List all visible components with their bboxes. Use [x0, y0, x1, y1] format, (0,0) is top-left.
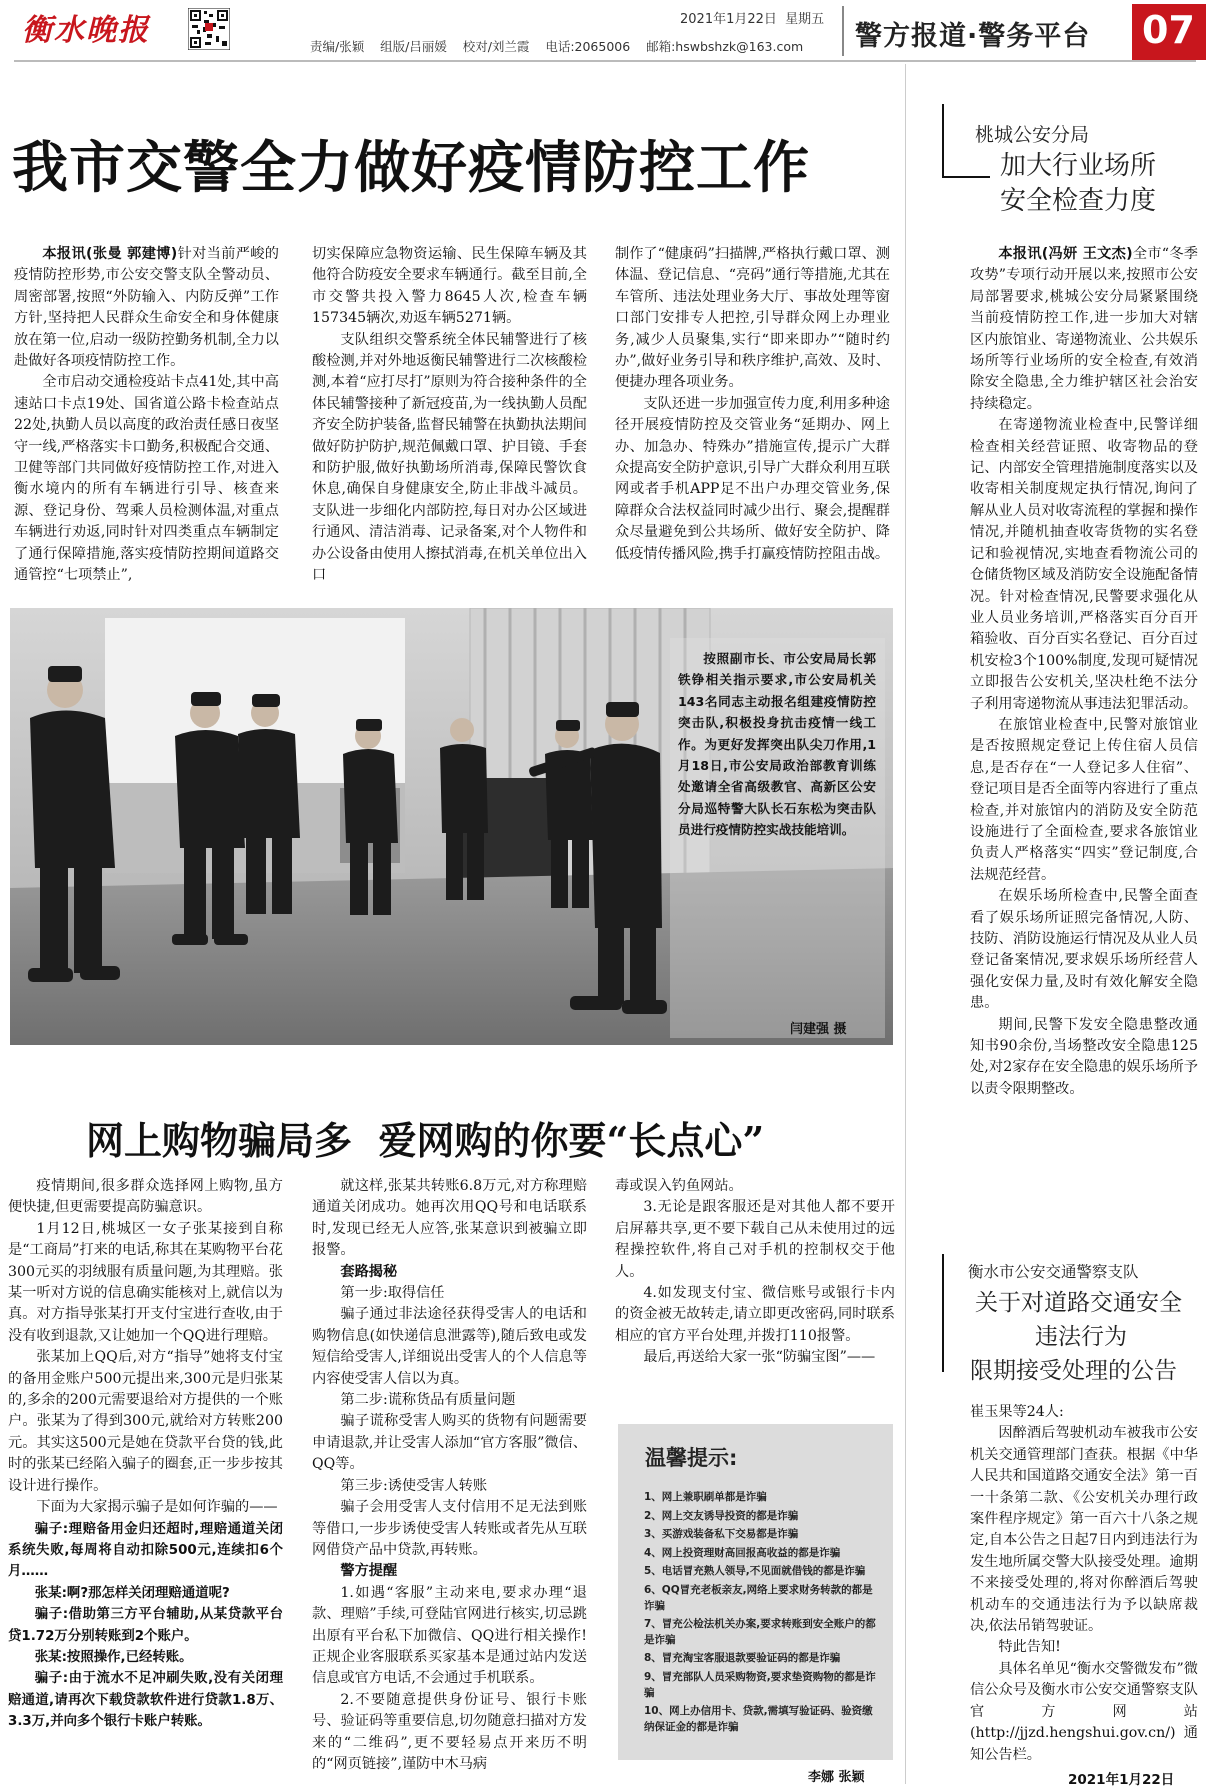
qr-code-icon [188, 8, 230, 50]
main-article-title: 我市交警全力做好疫情防控工作 [12, 135, 810, 201]
tips-title: 温馨提示: [645, 1446, 738, 1470]
page-number: 07 [1142, 8, 1195, 52]
notice-date: 2021年1月22日 [1068, 1772, 1175, 1788]
sidebar-separator [905, 64, 906, 1784]
fraud-article-col3: 毒或误入钓鱼网站。 3.无论是跟客服还是对其他人都不要开启屏幕共享,更不要下载自己从未使用过的远程操控软件,将自己对手机的控制权交于他人。 4.如发现支付宝、微信账号或银行卡内的资金被无故转走,请立即更改密码,同时联系相应的官方平台处理,并拨打110报警。 最后,再送给大家一张“防骗宝图”—— [615, 1178, 895, 1366]
side-bracket-top-foot [942, 176, 990, 178]
tip-item: 6、QQ冒充老板亲友,网络上要求财务转款的都是诈骗 [644, 1583, 873, 1612]
tip-item: 8、冒充淘宝客服退款要验证码的都是诈骗 [644, 1652, 841, 1665]
side-article-kicker: 桃城公安分局 [975, 124, 1090, 146]
tip-item: 4、网上投资理财高回报高收益的都是诈骗 [644, 1546, 841, 1559]
anti-fraud-tips-panel [618, 1424, 893, 1760]
notice-kicker: 衡水市公安交通警察支队 [968, 1263, 1139, 1281]
notice-title-2: 违法行为 [1035, 1324, 1127, 1350]
main-article-col3: 制作了“健康码”扫描牌,严格执行戴口罩、测体温、登记信息、“亮码”通行等措施,尤其在车管所、违法处理业务大厅、事故处理等窗口部门安排专人把控,引导群众网上办理业务,减少人员聚集,实行“即来即办”“随时约办”,做好业务引导和秩序维护,高效、及时、便捷办理各项业务。 支队还进一步加强宣传力度,利用多种途径开展疫情防控及交管业务“延期办、网上办、加急办、特殊办”措施宣传,提示广大群众提高安全防护意识,引导广大群众利用互联网或者手机APP足不出户办理交管业务,保障群众合法权益同时减少出行、聚会,提醒群众尽量避免到公共场所、做好安全防护、降低疫情传播风险,携手打赢疫情防控阻击战。 [615, 246, 890, 562]
main-article-col2: 切实保障应急物资运输、民生保障车辆及其他符合防疫安全要求车辆通行。截至目前,全市交警共投入警力8645人次,检查车辆157345辆次,劝返车辆5271辆。 支队组织交警系统全体民辅警进行了核酸检测,并对外地返衡民辅警进行二次核酸检测,本着“应打尽打”原则为符合接种条件的全体民辅警接种了新冠疫苗,为一线执勤人员配齐安全防护装备,监督民辅警在执勤执法期间做好防护防护,规范佩戴口罩、护目镜、手套和防护服,做好执勤场所消毒,保障民警饮食休息,确保自身健康安全,防止非战斗减员。支队进一步细化内部防控,每日对办公区域进行通风、清洁消毒、记录备案,对个人物件和办公设备由使用人擦拭消毒,在机关单位出入口 [312, 246, 587, 584]
tip-item: 9、冒充部队人员采购物资,要求垫资购物的都是诈骗 [644, 1670, 876, 1699]
header-credits: 责编/张颖 组版/吕丽媛 校对/刘兰霞 电话:2065006 邮箱:hswbshzk@163.com [310, 39, 804, 54]
tip-item: 2、网上交友诱导投资的都是诈骗 [644, 1509, 799, 1522]
side-article-body: 本报讯(冯妍 王文杰)全市“冬季攻势”专项行动开展以来,按照市公安局部署要求,桃城公安分局紧紧围绕当前疫情防控工作,进一步加大对辖区内旅馆业、寄递物流业、公共娱乐场所等行业场所的安全检查,有效消除安全隐患,全力维护辖区社会治安持续稳定。 在寄递物流业检查中,民警详细检查相关经营证照、收寄物品的登记、内部安全管理措施制度落实以及收寄相关制度规定执行情况,询问了解从业人员对收寄流程的掌握和操作情况,并随机抽查收寄货物的实名登记和验视情况,实地查看物流公司的仓储货物区域及消防安全设施配备情况。针对检查情况,民警要求强化从业人员业务培训,严格落实百分百开箱验收、百分百实名登记、百分百过机安检3个100%制度,发现可疑情况立即报告公安机关,坚决杜绝不法分子利用寄递物流从事违法犯罪活动。 在旅馆业检查中,民警对旅馆业是否按照规定登记上传住宿人员信息,是否存在“一人登记多人住宿”、登记项目是否全面等内容进行了重点检查,并对旅馆内的消防及安全防范设施进行了全面检查,要求各旅馆业负责人严格落实“四实”登记制度,合法规范经营。 在娱乐场所检查中,民警全面查看了娱乐场所证照完备情况,人防、技防、消防设施运行情况及从业人员登记备案情况,要求娱乐场所经营人强化安保力量,及时有效化解安全隐患。 期间,民警下发安全隐患整改通知书90余份,当场整改安全隐患125处,对2家存在安全隐患的娱乐场所予以责令限期整改。 [970, 246, 1198, 1097]
tip-item: 1、网上兼职刷单都是诈骗 [644, 1491, 767, 1503]
side-article-title-2: 安全检查力度 [1000, 186, 1157, 216]
main-byline: 本报讯(张曼 郭建博) [42, 246, 178, 262]
tip-item: 7、冒充公检法机关办案,要求转账到安全账户的都是诈骗 [644, 1618, 876, 1646]
fraud-article-title: 网上购物骗局多 爱网购的你要“长点心” [86, 1118, 765, 1163]
side-article-title-1: 加大行业场所 [1000, 151, 1157, 181]
header-divider [842, 6, 844, 56]
section-title: 警方报道·警务平台 [855, 21, 1091, 52]
notice-bracket [942, 1254, 944, 1372]
tip-item: 5、电话冒充熟人领导,不见面就借钱的都是诈骗 [644, 1565, 866, 1578]
notice-body: 崔玉果等24人: 因醉酒后驾驶机动车被我市公安机关交通管理部门查获。根据《中华人民共和国道路交通安全法》第一百一十条第二款、《公安机关办理行政案件程序规定》第一百六十八条之规定,自本公告之日起7日内到违法行为发生地所属交警大队接受处理。逾期不来接受处理的,将对你醉酒后驾驶机动车的交通违法行为予以缺席裁决,依法吊销驾驶证。 特此告知! 具体名单见“衡水交警微发布”微信公众号及衡水市公安交通警察支队官方网站(http://jjzd.hengshui.gov.cn/)通知公告栏。 [970, 1404, 1198, 1763]
photo-credit: 闫建强 摄 [790, 1022, 847, 1037]
side-bracket-top [942, 104, 944, 176]
fraud-article-col2: 就这样,张某共转账6.8万元,对方称理赔通道关闭成功。她再次用QQ号和电话联系时,发现已经无人应答,张某意识到被骗立即报警。 套路揭秘 第一步:取得信任 骗子通过非法途径获得受害人的电话和购物信息(如快递信息泄露等),随后致电或发短信给受害人,详细说出受害人的个人信息等内容使受害人信以为真。 第二步:谎称货品有质量问题 骗子谎称受害人购买的货物有问题需要申请退款,并让受害人添加“官方客服”微信、QQ等。 第三步:诱使受害人转账 骗子会用受害人支付信用不足无法到账等借口,一步步诱使受害人转账或者先从互联网借贷产品中贷款,再转账。 警方提醒 1.如遇“客服”主动来电,要求办理“退款、理赔”手续,可登陆官网进行核实,切忌跳出原有平台私下加微信、QQ进行相关操作!正规企业客服联系买家基本是通过站内发送信息或官方电话,不会通过手机联系。 2.不要随意提供身份证号、银行卡账号、验证码等重要信息,切勿随意扫描对方发来的“二维码”,更不要轻易点开来历不明的“网页链接”,谨防中木马病 [312, 1178, 587, 1772]
fraud-article-col1: 疫情期间,很多群众选择网上购物,虽方便快捷,但更需要提高防骗意识。 1月12日,桃城区一女子张某接到自称是“工商局”打来的电话,称其在某购物平台花300元买的羽绒服有质量问题,为其理赔。张某一听对方说的信息确实能核对上,就信以为真。对方指导张某打开支付宝进行查收,由于没有收到退款,又让她加一个QQ进行理赔。 张某加上QQ后,对方“指导”她将支付宝的备用金账户500元提出来,300元是归张某的,多余的200元需要退给对方提供的一个账户。张某为了得到300元,就给对方转账200元。其实这500元是她在贷款平台贷的钱,此时的张某已经陷入骗子的圈套,正一步步按其设计进行操作。 下面为大家揭示骗子是如何诈骗的—— 骗子:理赔备用金归还超时,理赔通道关闭系统失败,每周将自动扣除500元,连续扣6个月…… 张某:啊?那怎样关闭理赔通道呢? 骗子:借助第三方平台辅助,从某贷款平台贷1.72万分别转账到2个账户。 张某:按照操作,已经转账。 骗子:由于流水不足冲刷失败,没有关闭理赔通道,请再次下载贷款软件进行贷款1.8万、3.3万,并向多个银行卡账户转账。 [8, 1178, 283, 1730]
tips-list [644, 1490, 882, 1735]
notice-title-1: 关于对道路交通安全 [975, 1290, 1182, 1316]
notice-title-3: 限期接受处理的公告 [970, 1358, 1177, 1384]
fraud-credit: 李娜 张颖 [808, 1770, 865, 1785]
main-article-col1: 本报讯(张曼 郭建博)针对当前严峻的疫情防控形势,市公安交警支队全警动员、周密部署,按照“外防输入、内防反弹”工作方针,坚持把人民群众生命安全和身体健康放在第一位,启动一级防控勤务机制,全力以赴做好各项疫情防控工作。 全市启动交通检疫站卡点41处,其中高速站口卡点19处、国省道公路卡检查站点22处,执勤人员以高度的政治责任感日夜坚守一线,严格落实卡口勤务,积极配合交通、卫健等部门共同做好疫情防控工作,对进入衡水境内的所有车辆进行引导、核查来源、登记身份、驾乘人员检测体温,对重点车辆进行劝返,同时针对四类重点车辆制定了通行保障措施,落实疫情防控期间道路交通管控“七项禁止”, [14, 246, 279, 584]
masthead-rule [14, 60, 1196, 62]
side-byline: 本报讯(冯妍 王文杰) [998, 246, 1133, 262]
newspaper-logo: 衡水晚报 [22, 13, 150, 48]
tip-item: 10、网上办信用卡、贷款,需填写验证码、验资缴纳保证金的都是诈骗 [644, 1705, 873, 1733]
photo-caption: 按照副市长、市公安局局长郭铁铮相关指示要求,市公安局机关143名同志主动报名组建疫情防控突击队,积极投身抗击疫情一线工作。为更好发挥突出队尖刀作用,1月18日,市公安局政治部教育训练处邀请全省高级教官、高新区公安分局巡特警大队长石东松为突击队员进行疫情防控实战技能培训。 [678, 651, 876, 838]
tip-item: 3、买游戏装备私下交易都是诈骗 [644, 1528, 799, 1541]
header-date: 2021年1月22日 星期五 [680, 12, 825, 27]
